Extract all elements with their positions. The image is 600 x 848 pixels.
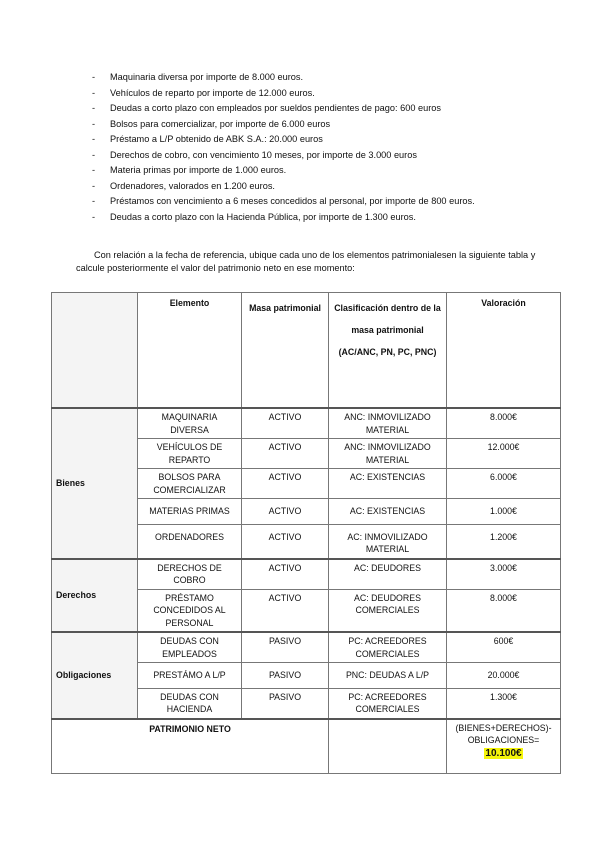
cell-elemento: VEHÍCULOS DE REPARTO: [138, 439, 242, 469]
cell-masa: ACTIVO: [242, 559, 329, 590]
table-row: [52, 632, 561, 663]
cell-valoracion: 8.000€: [447, 589, 561, 632]
cell-masa: ACTIVO: [242, 524, 329, 559]
data-list: [90, 70, 530, 225]
group-label-derechos: Derechos: [52, 559, 138, 633]
cell-masa: ACTIVO: [242, 408, 329, 439]
cell-masa: PASIVO: [242, 663, 329, 689]
list-item: - Deudas a corto plazo con empleados por sueldos pendientes de pago: 600 euros: [90, 101, 530, 117]
header-corner: [52, 293, 138, 409]
header-elemento: Elemento: [138, 293, 242, 409]
cell-elemento: ORDENADORES: [138, 524, 242, 559]
patrimonio-neto-formula: (BIENES+DERECHOS)-OBLIGACIONES=: [455, 722, 552, 745]
cell-valoracion: 3.000€: [447, 559, 561, 590]
cell-clasificacion: PC: ACREEDORES COMERCIALES: [329, 632, 447, 663]
cell-valoracion: 20.000€: [447, 663, 561, 689]
list-item: - Ordenadores, valorados en 1.200 euros.: [90, 179, 530, 195]
instructions-paragraph: Con relación a la fecha de referencia, ubique cada uno de los elementos patrimonialesen la siguiente tabla y calcule posteriormente el valor del patrimonio neto en ese momento:: [76, 250, 536, 273]
cell-elemento: PRÉSTAMO CONCEDIDOS AL PERSONAL: [138, 589, 242, 632]
table-row: [52, 559, 561, 590]
patrimonio-neto-label: PATRIMONIO NETO: [52, 719, 329, 774]
cell-clasificacion: AC: DEUDORES COMERCIALES: [329, 589, 447, 632]
cell-clasificacion: PNC: DEUDAS A L/P: [329, 663, 447, 689]
header-masa: Masa patrimonial: [242, 293, 329, 409]
cell-valoracion: 1.000€: [447, 499, 561, 525]
cell-clasificacion: ANC: INMOVILIZADO MATERIAL: [329, 439, 447, 469]
cell-clasificacion: PC: ACREEDORES COMERCIALES: [329, 688, 447, 719]
table-header-row: [52, 293, 561, 409]
cell-masa: PASIVO: [242, 632, 329, 663]
cell-valoracion: 6.000€: [447, 469, 561, 499]
patrimonio-neto-result: 10.100€: [485, 747, 522, 759]
cell-masa: ACTIVO: [242, 439, 329, 469]
list-item: - Deudas a corto plazo con la Hacienda Pública, por importe de 1.300 euros.: [90, 210, 530, 226]
list-item: - Préstamos con vencimiento a 6 meses concedidos al personal, por importe de 800 euros.: [90, 194, 530, 210]
list-item: - Vehículos de reparto por importe de 12.000 euros.: [90, 86, 530, 102]
cell-masa: PASIVO: [242, 688, 329, 719]
cell-clasificacion: AC: DEUDORES: [329, 559, 447, 590]
cell-valoracion: 8.000€: [447, 408, 561, 439]
cell-elemento: DEUDAS CON HACIENDA: [138, 688, 242, 719]
list-item: - Derechos de cobro, con vencimiento 10 meses, por importe de 3.000 euros: [90, 148, 530, 164]
table-row: [52, 408, 561, 439]
list-item: - Préstamo a L/P obtenido de ABK S.A.: 20.000 euros: [90, 132, 530, 148]
patrimony-table: [51, 292, 561, 774]
cell-masa: ACTIVO: [242, 469, 329, 499]
header-clasificacion: Clasificación dentro de la masa patrimonial (AC/ANC, PN, PC, PNC): [329, 293, 447, 409]
header-valoracion: Valoración: [447, 293, 561, 409]
cell-valoracion: 600€: [447, 632, 561, 663]
cell-clasificacion: AC: EXISTENCIAS: [329, 469, 447, 499]
cell-valoracion: 1.300€: [447, 688, 561, 719]
group-label-bienes: Bienes: [52, 408, 138, 559]
list-item: - Maquinaria diversa por importe de 8.000 euros.: [90, 70, 530, 86]
cell-clasificacion: AC: EXISTENCIAS: [329, 499, 447, 525]
patrimonio-neto-empty-cell: [329, 719, 447, 774]
table-row-patrimonio-neto: [52, 719, 561, 774]
cell-elemento: DERECHOS DE COBRO: [138, 559, 242, 590]
cell-valoracion: 12.000€: [447, 439, 561, 469]
patrimonio-neto-value: [447, 719, 561, 774]
cell-elemento: MAQUINARIA DIVERSA: [138, 408, 242, 439]
cell-elemento: MATERIAS PRIMAS: [138, 499, 242, 525]
cell-masa: ACTIVO: [242, 499, 329, 525]
cell-masa: ACTIVO: [242, 589, 329, 632]
list-item: - Bolsos para comercializar, por importe de 6.000 euros: [90, 117, 530, 133]
cell-elemento: PRESTÁMO A L/P: [138, 663, 242, 689]
list-item: - Materia primas por importe de 1.000 euros.: [90, 163, 530, 179]
group-label-obligaciones: Obligaciones: [52, 632, 138, 719]
cell-elemento: BOLSOS PARA COMERCIALIZAR: [138, 469, 242, 499]
cell-elemento: DEUDAS CON EMPLEADOS: [138, 632, 242, 663]
cell-valoracion: 1.200€: [447, 524, 561, 559]
cell-clasificacion: AC: INMOVILIZADO MATERIAL: [329, 524, 447, 559]
cell-clasificacion: ANC: INMOVILIZADO MATERIAL: [329, 408, 447, 439]
